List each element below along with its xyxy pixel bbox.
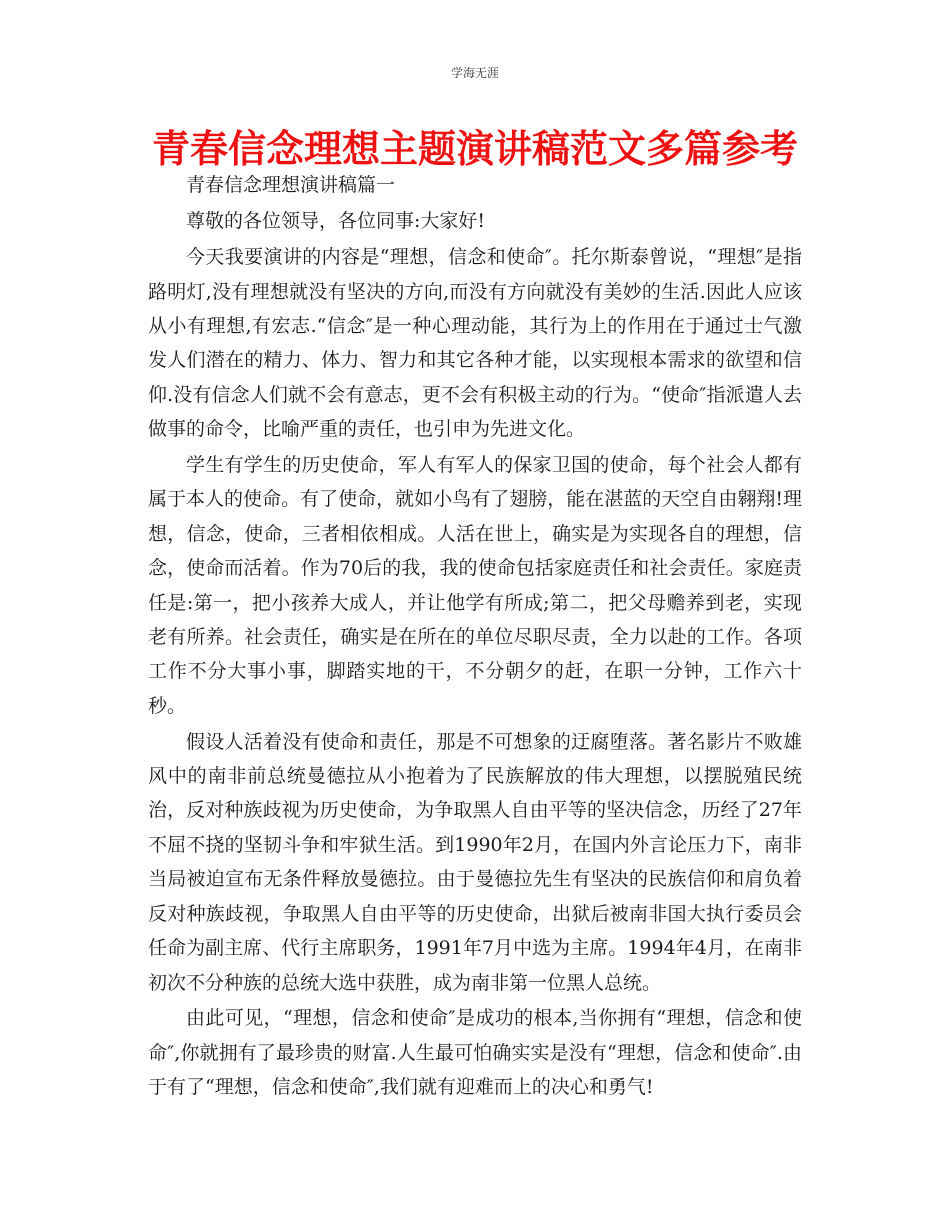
body-paragraph: 学生有学生的历史使命，军人有军人的保家卫国的使命，每个社会人都有属于本人的使命。有了使命，就如小鸟有了翅膀，能在湛蓝的天空自由翱翔!理想，信念，使命，三者相依相成。人活在世上，确实是为实现各自的理想，信念，使命而活着。作为70后的我，我的使命包括家庭责任和社会责任。家庭责任是:第一，把小孩养大成人，并让他学有所成;第二，把父母赡养到老，实现老有所养。社会责任，确实是在所在的单位尽职尽责，全力以赴的工作。各项工作不分大事小事，脚踏实地的干，不分朝夕的赶，在职一分钟，工作六十秒。 (148, 454, 802, 717)
section-subtitle: 青春信念理想演讲稿篇一 (186, 174, 396, 196)
document-title: 青春信念理想主题演讲稿范文多篇参考 (151, 127, 798, 171)
body-paragraph: 假设人活着没有使命和责任，那是不可想象的迂腐堕落。著名影片不败雄风中的南非前总统曼德拉从小抱着为了民族解放的伟大理想，以摆脱殖民统治，反对种族歧视为历史使命，为争取黑人自由平等的坚决信念，历经了27年不屈不挠的坚韧斗争和牢狱生活。到1990年2月，在国内外言论压力下，南非当局被迫宣布无条件释放曼德拉。由于曼德拉先生有坚决的民族信仰和肩负着反对种族歧视，争取黑人自由平等的历史使命，出狱后被南非国大执行委员会任命为副主席、代行主席职务，1991年7月中选为主席。1994年4月，在南非初次不分种族的总统大选中获胜，成为南非第一位黑人总统。 (148, 730, 802, 994)
greeting-paragraph: 尊敬的各位领导，各位同事:大家好! (186, 210, 486, 233)
document-body (148, 168, 802, 1106)
page-header: 学海无涯 (450, 66, 499, 80)
body-paragraph: 由此可见，“理想，信念和使命″是成功的根本,当你拥有“理想，信念和使命″,你就拥有了最珍贵的财富.人生最可怕确实实是没有“理想，信念和使命″.由于有了“理想，信念和使命″,我们就有迎难而上的决心和勇气! (148, 1007, 802, 1099)
body-paragraph: 今天我要演讲的内容是“理想，信念和使命″。托尔斯泰曾说，“理想″是指路明灯,没有理想就没有坚决的方向,而没有方向就没有美妙的生活.因此人应该从小有理想,有宏志.“信念″是一种心理动能，其行为上的作用在于通过士气激发人们潜在的精力、体力、智力和其它各种才能，以实现根本需求的欲望和信仰.没有信念人们就不会有意志，更不会有积极主动的行为。“使命″指派遣人去做事的命令，比喻严重的责任，也引申为先进文化。 (148, 246, 802, 441)
